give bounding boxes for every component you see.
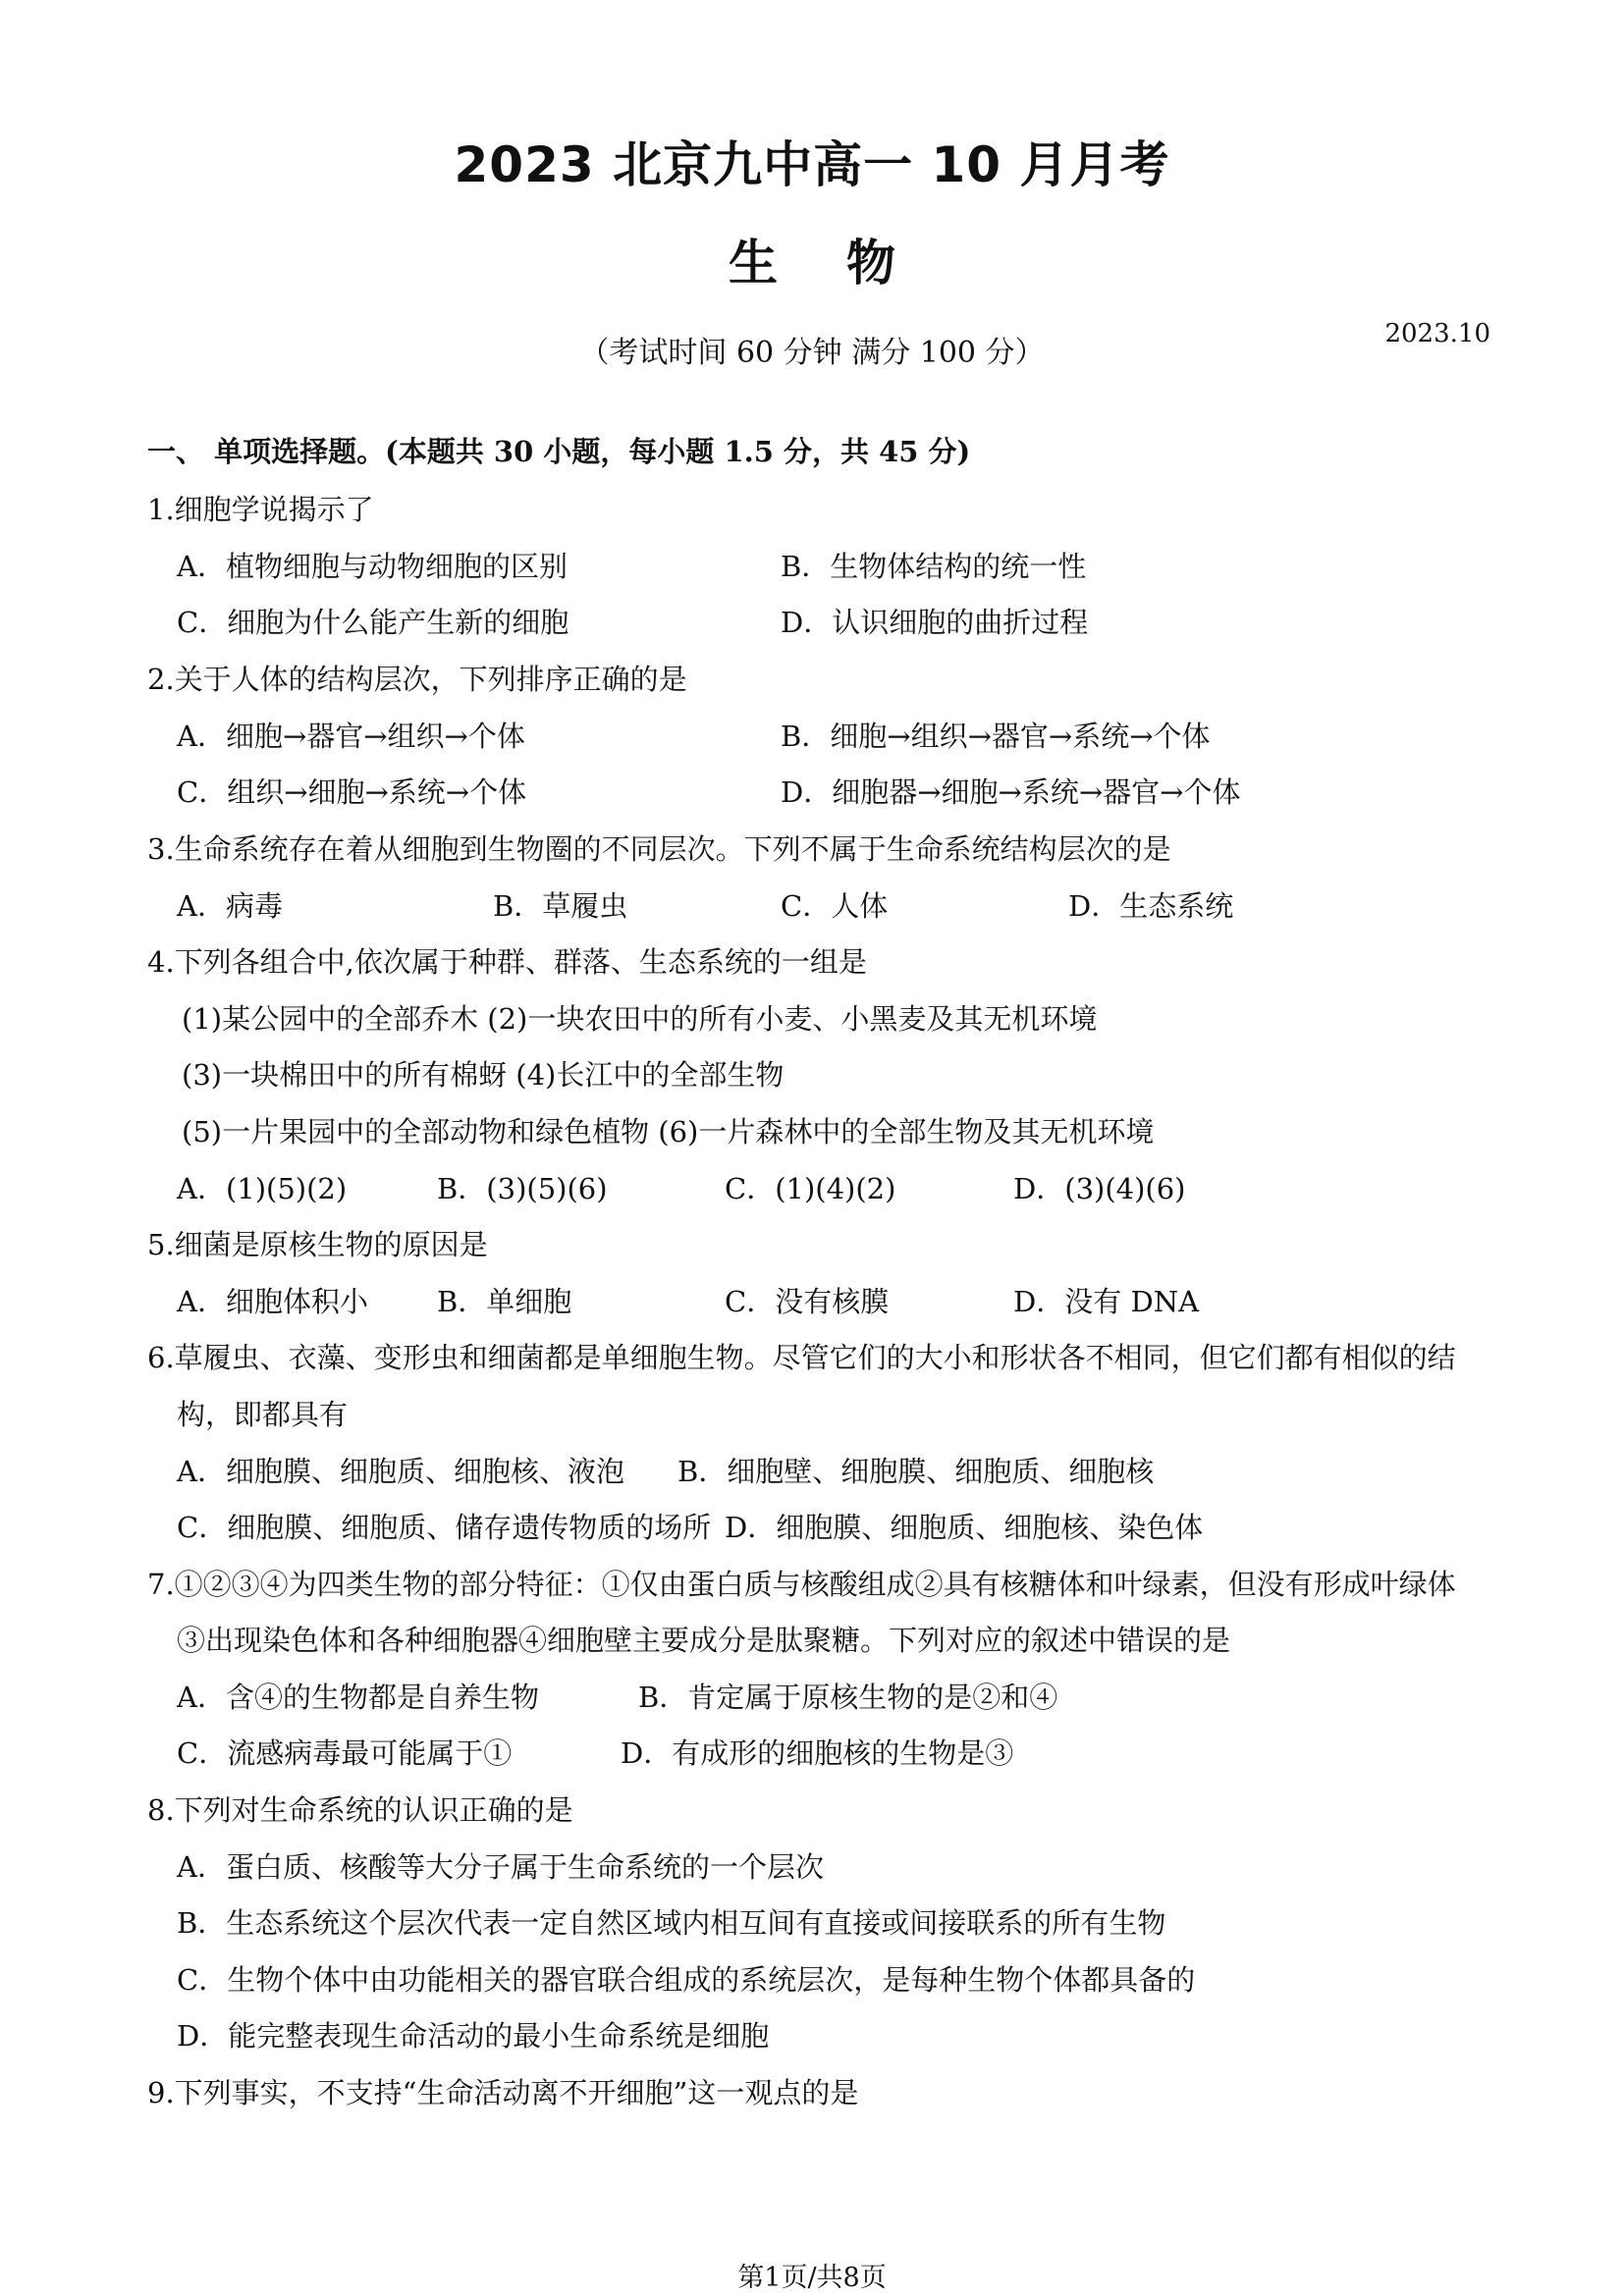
question-2-option-a: A．细胞→器官→组织→个体 xyxy=(177,720,525,753)
question-1-option-b: B．生物体结构的统一性 xyxy=(781,550,1087,583)
question-1-stem: 1.细胞学说揭示了 xyxy=(147,493,374,526)
question-5-stem: 5.细菌是原核生物的原因是 xyxy=(147,1228,488,1261)
question-3-option-a: A．病毒 xyxy=(177,889,283,923)
question-7-option-d: D．有成形的细胞核的生物是③ xyxy=(621,1736,1014,1770)
question-8-stem: 8.下列对生命系统的认识正确的是 xyxy=(147,1793,573,1827)
question-3-option-b: B．草履虫 xyxy=(493,889,628,923)
question-7-stem: 7.①②③④为四类生物的部分特征：①仅由蛋白质与核酸组成②具有核糖体和叶绿素，但没有形成叶绿体 xyxy=(147,1568,1456,1601)
question-2-option-c: C．组织→细胞→系统→个体 xyxy=(177,775,527,809)
question-3-option-c: C．人体 xyxy=(781,889,889,923)
question-8-option-d: D．能完整表现生命活动的最小生命系统是细胞 xyxy=(177,2019,770,2053)
question-4-item-line-2: (3)一块棉田中的所有棉蚜 (4)长江中的全部生物 xyxy=(182,1058,785,1092)
question-1-option-c: C．细胞为什么能产生新的细胞 xyxy=(177,606,569,639)
question-2-stem: 2.关于人体的结构层次，下列排序正确的是 xyxy=(147,663,687,696)
question-5-option-b: B．单细胞 xyxy=(437,1285,572,1318)
exam-date: 2023.10 xyxy=(1384,319,1490,348)
question-6-option-b: B．细胞壁、细胞膜、细胞质、细胞核 xyxy=(677,1455,1155,1488)
question-7-option-c: C．流感病毒最可能属于① xyxy=(177,1736,513,1770)
question-5-option-c: C．没有核膜 xyxy=(725,1285,890,1318)
exam-subject: 生物 xyxy=(729,235,964,292)
question-8-option-b: B．生态系统这个层次代表一定自然区域内相互间有直接或间接联系的所有生物 xyxy=(177,1906,1166,1940)
question-8-option-a: A．蛋白质、核酸等大分子属于生命系统的一个层次 xyxy=(177,1850,824,1884)
question-2-option-b: B．细胞→组织→器官→系统→个体 xyxy=(781,720,1211,753)
question-4-item-line-1: (1)某公园中的全部乔木 (2)一块农田中的所有小麦、小黑麦及其无机环境 xyxy=(182,1002,1098,1036)
question-4-option-c: C．(1)(4)(2) xyxy=(725,1172,896,1205)
question-4-option-d: D．(3)(4)(6) xyxy=(1013,1172,1186,1205)
question-6-option-c: C．细胞膜、细胞质、储存遗传物质的场所 xyxy=(177,1511,712,1544)
section-heading: 一、 单项选择题。(本题共 30 小题，每小题 1.5 分，共 45 分) xyxy=(147,435,971,468)
page-number: 第1页/共8页 xyxy=(737,2263,887,2293)
question-9-stem: 9.下列事实，不支持“生命活动离不开细胞”这一观点的是 xyxy=(147,2076,859,2109)
question-1-option-a: A．植物细胞与动物细胞的区别 xyxy=(177,550,568,583)
question-4-item-line-3: (5)一片果园中的全部动物和绿色植物 (6)一片森林中的全部生物及其无机环境 xyxy=(182,1115,1155,1148)
question-7-option-a: A．含④的生物都是自养生物 xyxy=(177,1681,539,1714)
question-5-option-d: D．没有 DNA xyxy=(1013,1285,1200,1318)
question-6-option-a: A．细胞膜、细胞质、细胞核、液泡 xyxy=(177,1455,624,1488)
question-2-option-d: D．细胞器→细胞→系统→器官→个体 xyxy=(781,775,1241,809)
question-4-option-a: A．(1)(5)(2) xyxy=(177,1172,348,1205)
question-5-option-a: A．细胞体积小 xyxy=(177,1285,368,1318)
question-6-stem-continued: 构，即都具有 xyxy=(177,1398,349,1431)
exam-time-info: （考试时间 60 分钟 满分 100 分） xyxy=(579,336,1045,370)
question-8-option-c: C．生物个体中由功能相关的器官联合组成的系统层次，是每种生物个体都具备的 xyxy=(177,1963,1196,1997)
question-7-stem-continued: ③出现染色体和各种细胞器④细胞壁主要成分是肽聚糖。下列对应的叙述中错误的是 xyxy=(177,1624,1231,1657)
question-3-option-d: D．生态系统 xyxy=(1068,889,1234,923)
question-6-stem: 6.草履虫、衣藻、变形虫和细菌都是单细胞生物。尽管它们的大小和形状各不相同，但它们都有相似的结 xyxy=(147,1341,1456,1374)
question-1-option-d: D．认识细胞的曲折过程 xyxy=(781,606,1089,639)
question-4-option-b: B．(3)(5)(6) xyxy=(437,1172,608,1205)
question-3-stem: 3.生命系统存在着从细胞到生物圈的不同层次。下列不属于生命系统结构层次的是 xyxy=(147,832,1171,866)
exam-title: 2023 北京九中高一 10 月月考 xyxy=(454,136,1170,193)
question-7-option-b: B．肯定属于原核生物的是②和④ xyxy=(638,1681,1058,1714)
question-4-stem: 4.下列各组合中,依次属于种群、群落、生态系统的一组是 xyxy=(147,945,867,979)
question-6-option-d: D．细胞膜、细胞质、细胞核、染色体 xyxy=(725,1511,1204,1544)
